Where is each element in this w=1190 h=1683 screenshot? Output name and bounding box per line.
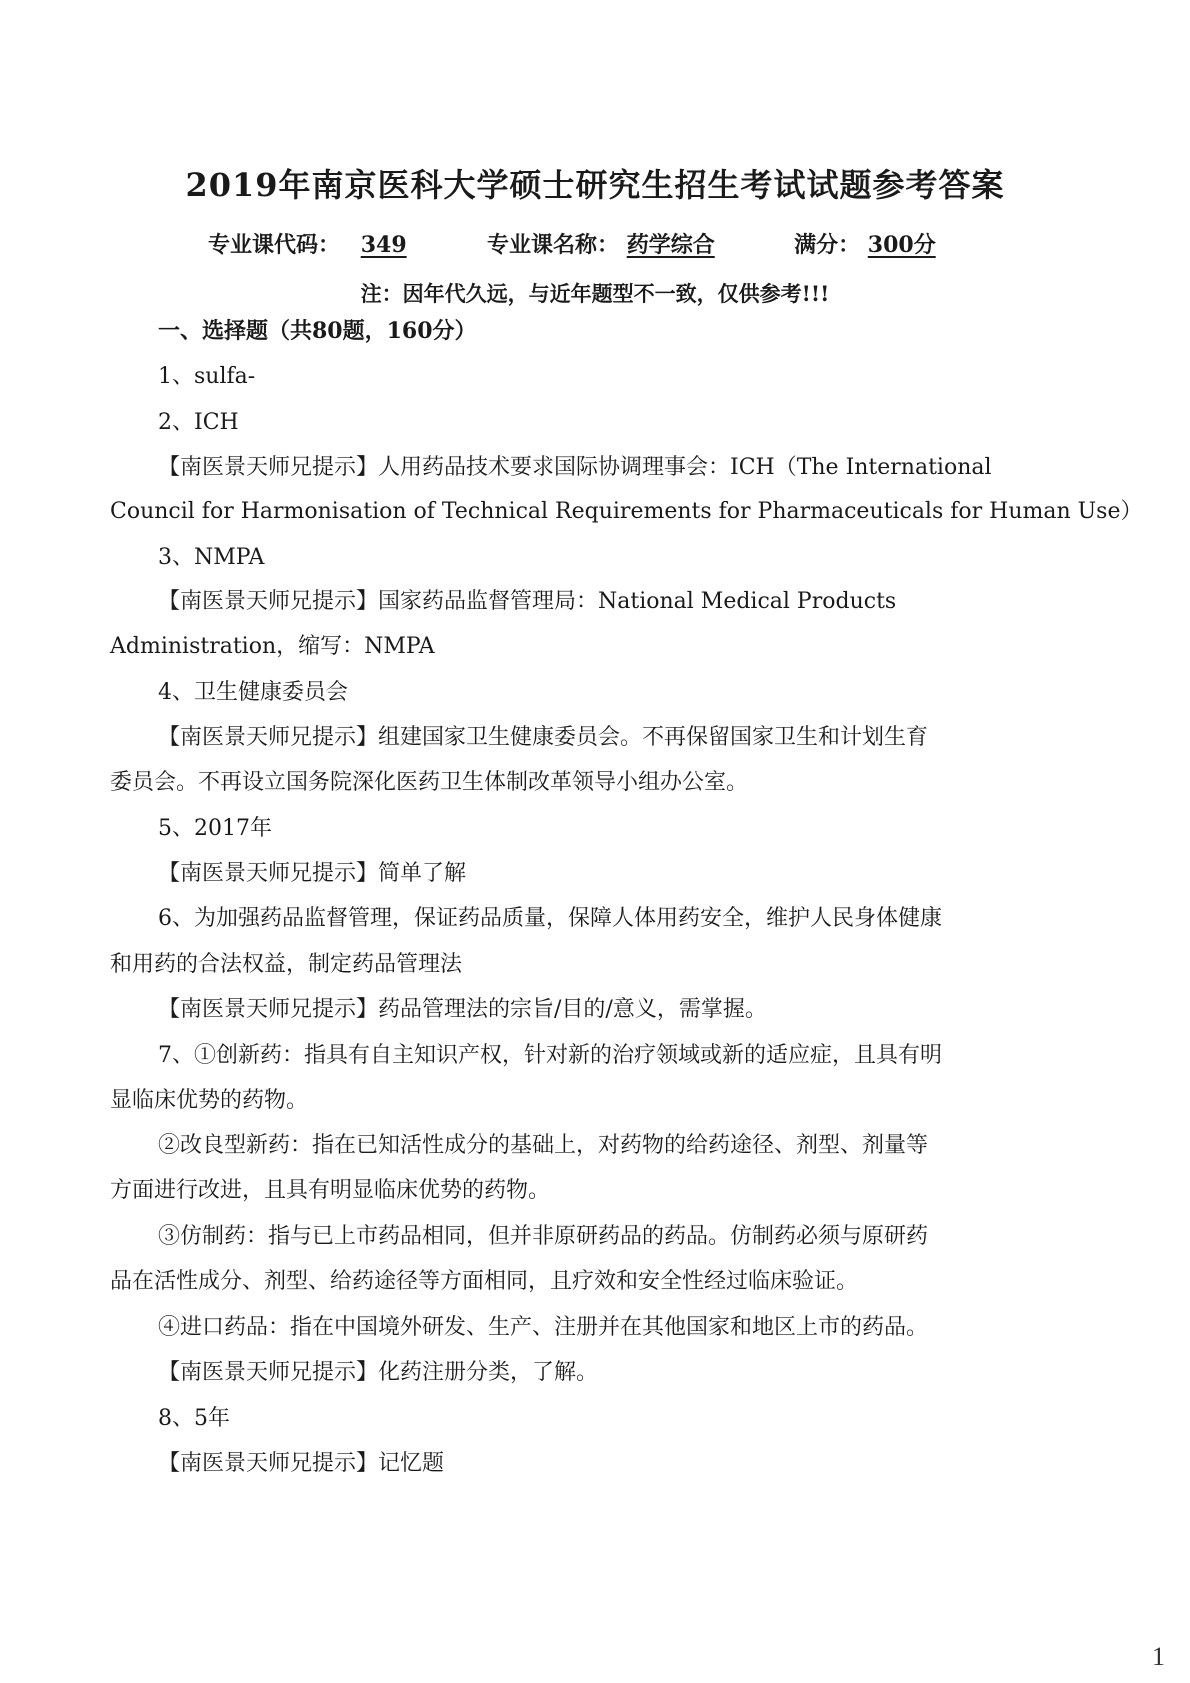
course-info-row xyxy=(208,228,968,259)
answer-line: 4、卫生健康委员会 xyxy=(158,680,348,705)
answer-line: 1、sulfa- xyxy=(158,364,256,389)
answer-line: ④进口药品：指在中国境外研发、生产、注册并在其他国家和地区上市的药品。 xyxy=(158,1315,929,1340)
hint-line: 委员会。不再设立国务院深化医药卫生体制改革领导小组办公室。 xyxy=(110,770,749,795)
answer-line: 8、5年 xyxy=(158,1406,230,1431)
answer-line: 显临床优势的药物。 xyxy=(110,1088,309,1113)
answer-line: 方面进行改进，且具有明显临床优势的药物。 xyxy=(110,1178,551,1203)
answer-line: 3、NMPA xyxy=(158,545,265,570)
answer-line: ③仿制药：指与已上市药品相同，但并非原研药品的药品。仿制药必须与原研药 xyxy=(158,1224,929,1249)
course-code-label: 专业课代码： xyxy=(208,232,341,258)
hint-line: 【南医景天师兄提示】化药注册分类，了解。 xyxy=(158,1360,599,1385)
full-score-value: 300分 xyxy=(867,232,936,258)
answer-line: 5、2017年 xyxy=(158,816,272,841)
answer-line: 6、为加强药品监督管理，保证药品质量，保障人体用药安全，维护人民身体健康 xyxy=(158,906,942,931)
full-score-label: 满分： xyxy=(794,232,861,258)
section-heading: 一、选择题（共80题，160分） xyxy=(158,318,477,344)
answer-line: 和用药的合法权益，制定药品管理法 xyxy=(110,952,463,977)
answer-line: 品在活性成分、剂型、给药途径等方面相同，且疗效和安全性经过临床验证。 xyxy=(110,1269,859,1294)
hint-line: 【南医景天师兄提示】人用药品技术要求国际协调理事会：ICH（The International xyxy=(158,455,992,480)
document-note: 注：因年代久远，与近年题型不一致，仅供参考!!! xyxy=(360,281,830,306)
hint-line: Council for Harmonisation of Technical Requirements for Pharmaceuticals for Human Use） xyxy=(110,499,1143,524)
course-name-label: 专业课名称： xyxy=(487,232,620,258)
page-number: 1 xyxy=(1152,1642,1165,1671)
course-code-value: 349 xyxy=(360,232,407,258)
hint-line: 【南医景天师兄提示】简单了解 xyxy=(158,861,467,886)
hint-line: 【南医景天师兄提示】国家药品监督管理局：National Medical Products xyxy=(158,589,897,614)
hint-line: 【南医景天师兄提示】药品管理法的宗旨/目的/意义，需掌握。 xyxy=(158,997,767,1022)
document-title: 2019年南京医科大学硕士研究生招生考试试题参考答案 xyxy=(185,166,1005,204)
answer-line: 2、ICH xyxy=(158,410,239,435)
answer-line: ②改良型新药：指在已知活性成分的基础上，对药物的给药途径、剂型、剂量等 xyxy=(158,1133,929,1158)
hint-line: 【南医景天师兄提示】组建国家卫生健康委员会。不再保留国家卫生和计划生育 xyxy=(158,725,929,750)
hint-line: 【南医景天师兄提示】记忆题 xyxy=(158,1451,445,1476)
hint-line: Administration，缩写：NMPA xyxy=(110,634,435,659)
course-name-value: 药学综合 xyxy=(626,232,715,258)
answer-line: 7、①创新药：指具有自主知识产权，针对新的治疗领域或新的适应症，且具有明 xyxy=(158,1043,942,1068)
